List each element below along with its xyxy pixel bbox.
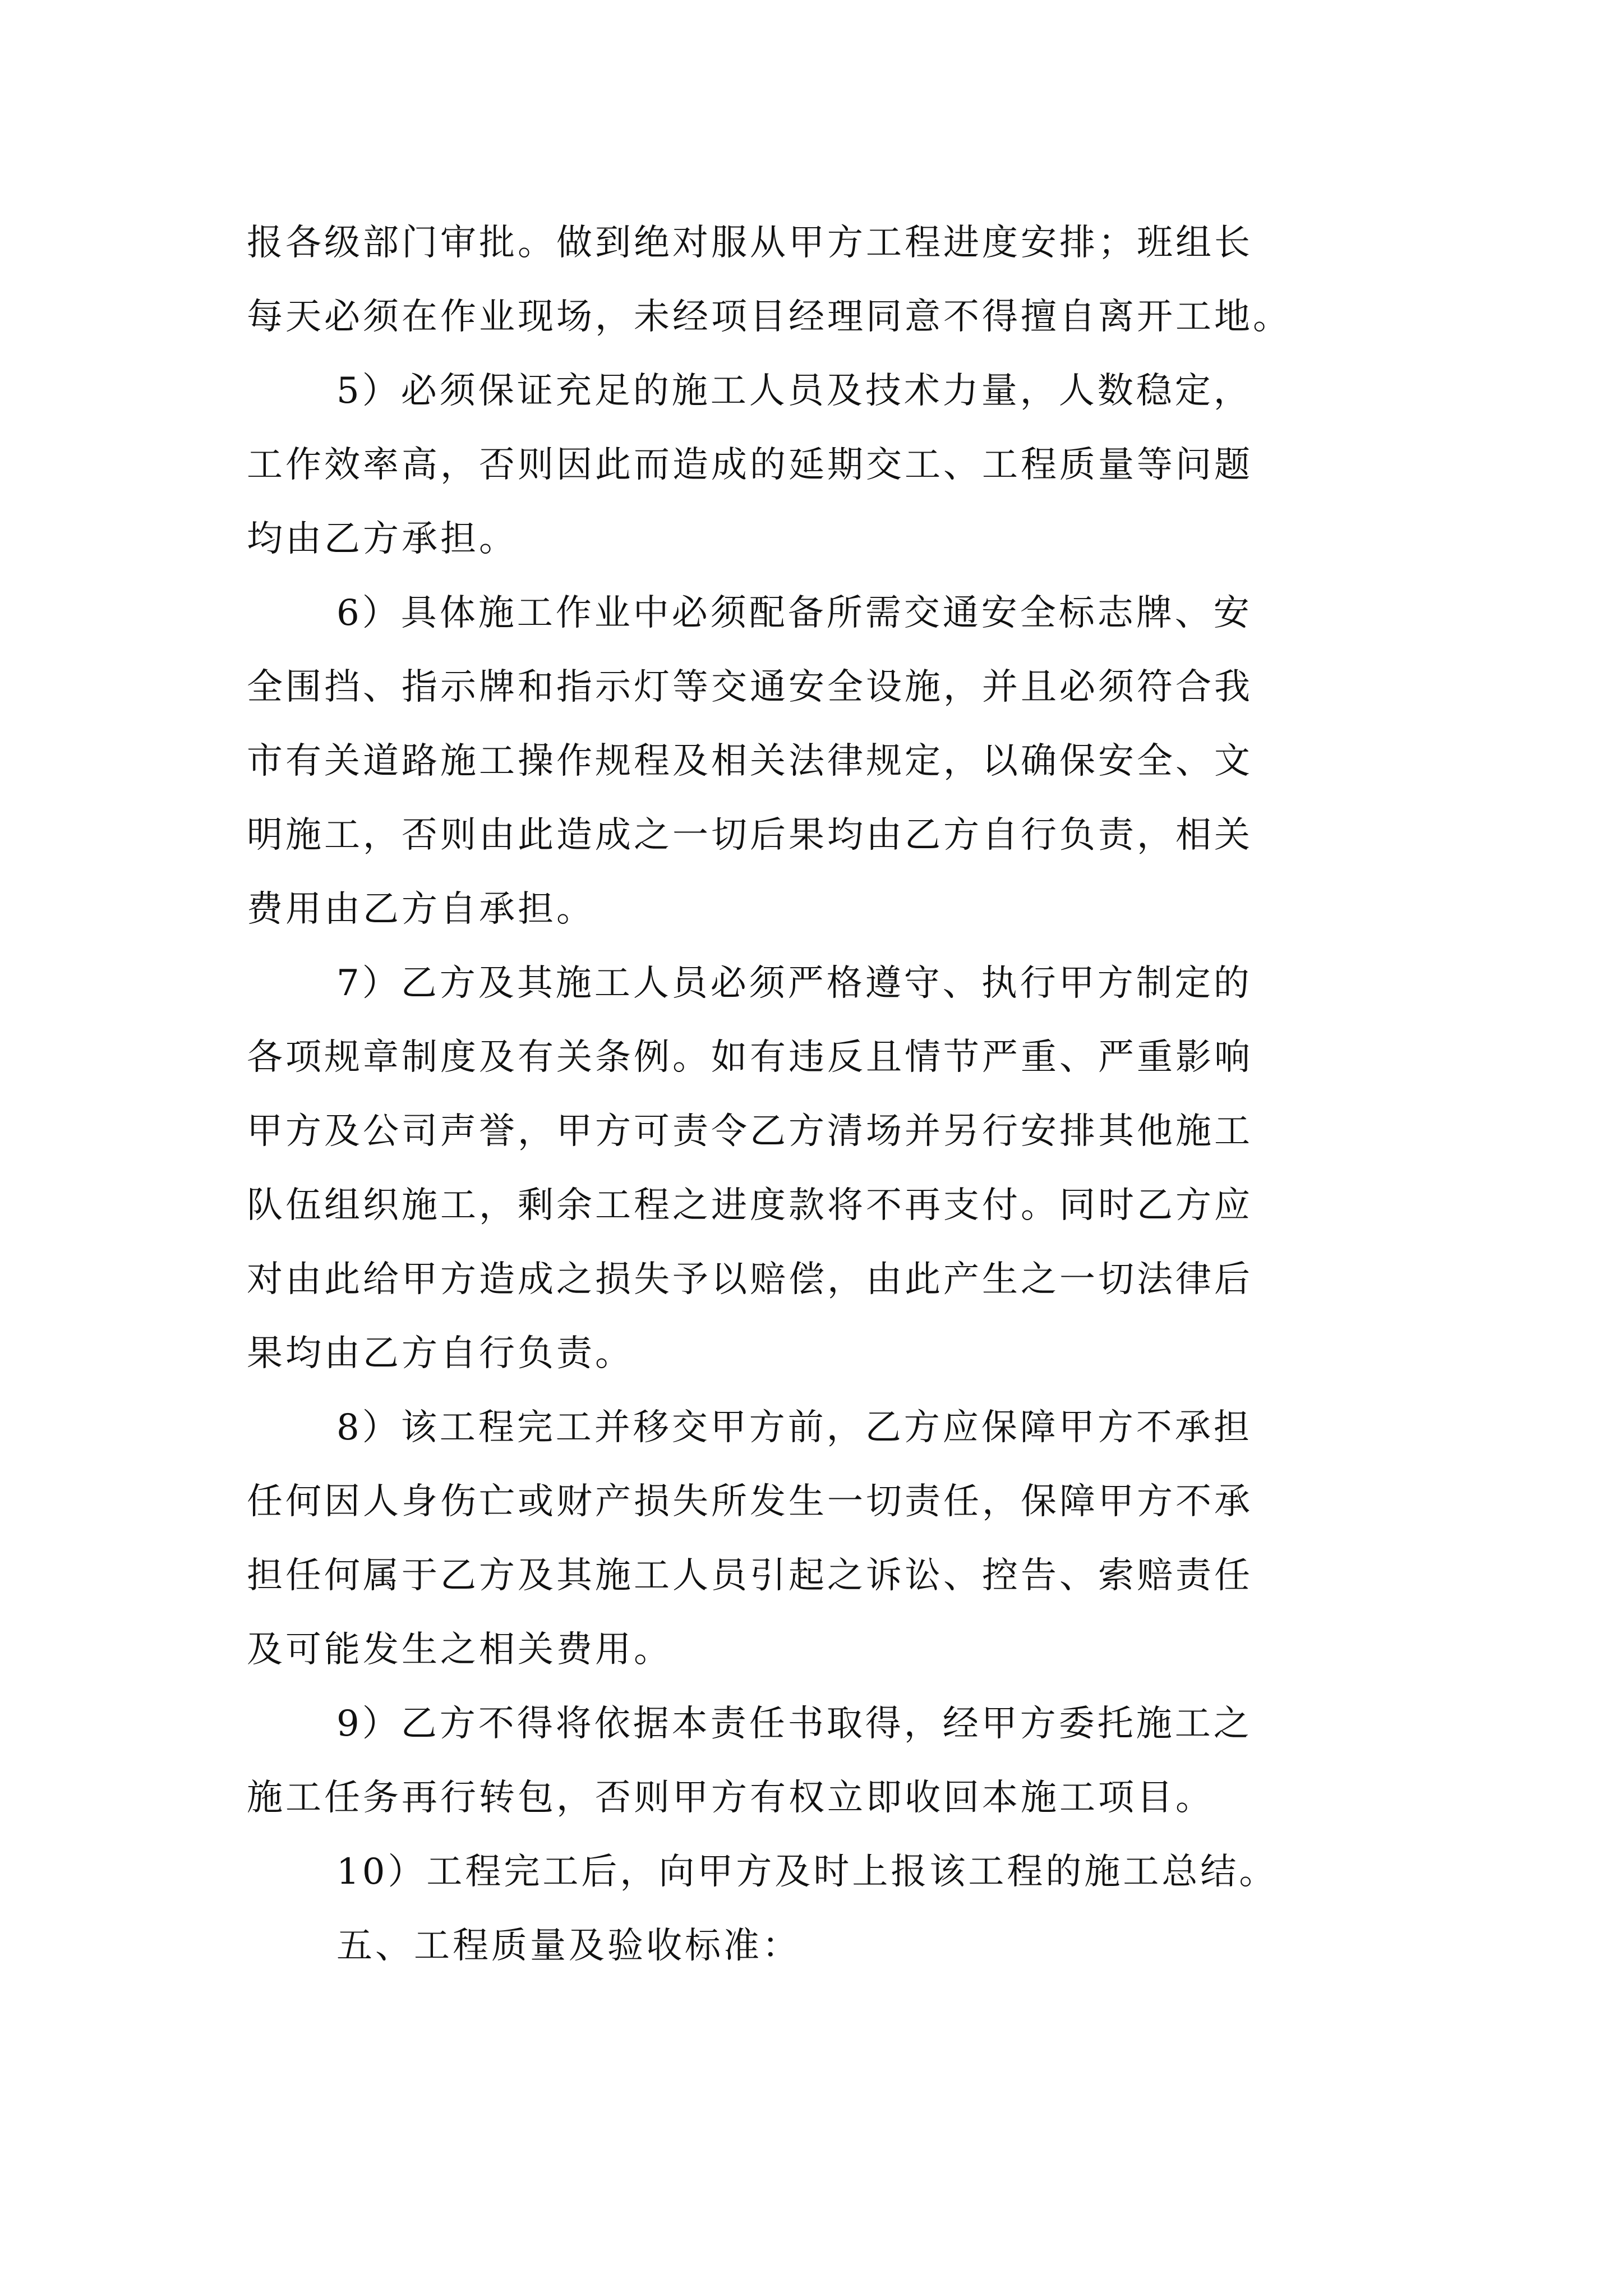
- text-line: 及可能发生之相关费用。: [247, 1629, 672, 1671]
- text-line: 均由乙方承担。: [247, 518, 518, 560]
- clause-7-line: 7）乙方及其施工人员必须严格遵守、执行甲方制定的: [336, 963, 1252, 1004]
- text-line: 明施工，否则由此造成之一切后果均由乙方自行负责，相关: [247, 815, 1253, 856]
- document-body: [247, 216, 1424, 1993]
- clause-9-line: 9）乙方不得将依据本责任书取得，经甲方委托施工之: [336, 1703, 1252, 1745]
- clause-10-line: 10）工程完工后，向甲方及时上报该工程的施工总结。: [336, 1851, 1278, 1893]
- text-line: 工作效率高，否则因此而造成的延期交工、工程质量等问题: [247, 444, 1253, 486]
- section-heading: 五、工程质量及验收标准：: [336, 1925, 801, 1967]
- text-line: 每天必须在作业现场，未经项目经理同意不得擅自离开工地。: [247, 296, 1292, 338]
- text-line: 全围挡、指示牌和指示灯等交通安全设施，并且必须符合我: [247, 666, 1253, 708]
- clause-6-line: 6）具体施工作业中必须配备所需交通安全标志牌、安: [336, 592, 1252, 634]
- text-line: 费用由乙方自承担。: [247, 889, 595, 930]
- clause-5-line: 5）必须保证充足的施工人员及技术力量，人数稳定，: [336, 370, 1252, 412]
- clause-8-line: 8）该工程完工并移交甲方前，乙方应保障甲方不承担: [336, 1407, 1252, 1448]
- text-line: 甲方及公司声誉，甲方可责令乙方清场并另行安排其他施工: [247, 1111, 1253, 1152]
- text-line: 对由此给甲方造成之损失予以赔偿，由此产生之一切法律后: [247, 1259, 1253, 1300]
- text-line: 队伍组织施工，剩余工程之进度款将不再支付。同时乙方应: [247, 1185, 1253, 1226]
- text-line: 任何因人身伤亡或财产损失所发生一切责任，保障甲方不承: [247, 1481, 1253, 1522]
- text-line: 报各级部门审批。做到绝对服从甲方工程进度安排；班组长: [247, 222, 1253, 264]
- text-line: 担任何属于乙方及其施工人员引起之诉讼、控告、索赔责任: [247, 1555, 1253, 1596]
- text-line: 市有关道路施工操作规程及相关法律规定，以确保安全、文: [247, 740, 1253, 782]
- text-line: 各项规章制度及有关条例。如有违反且情节严重、严重影响: [247, 1037, 1253, 1078]
- text-line: 施工任务再行转包，否则甲方有权立即收回本施工项目。: [247, 1777, 1214, 1819]
- text-line: 果均由乙方自行负责。: [247, 1333, 634, 1374]
